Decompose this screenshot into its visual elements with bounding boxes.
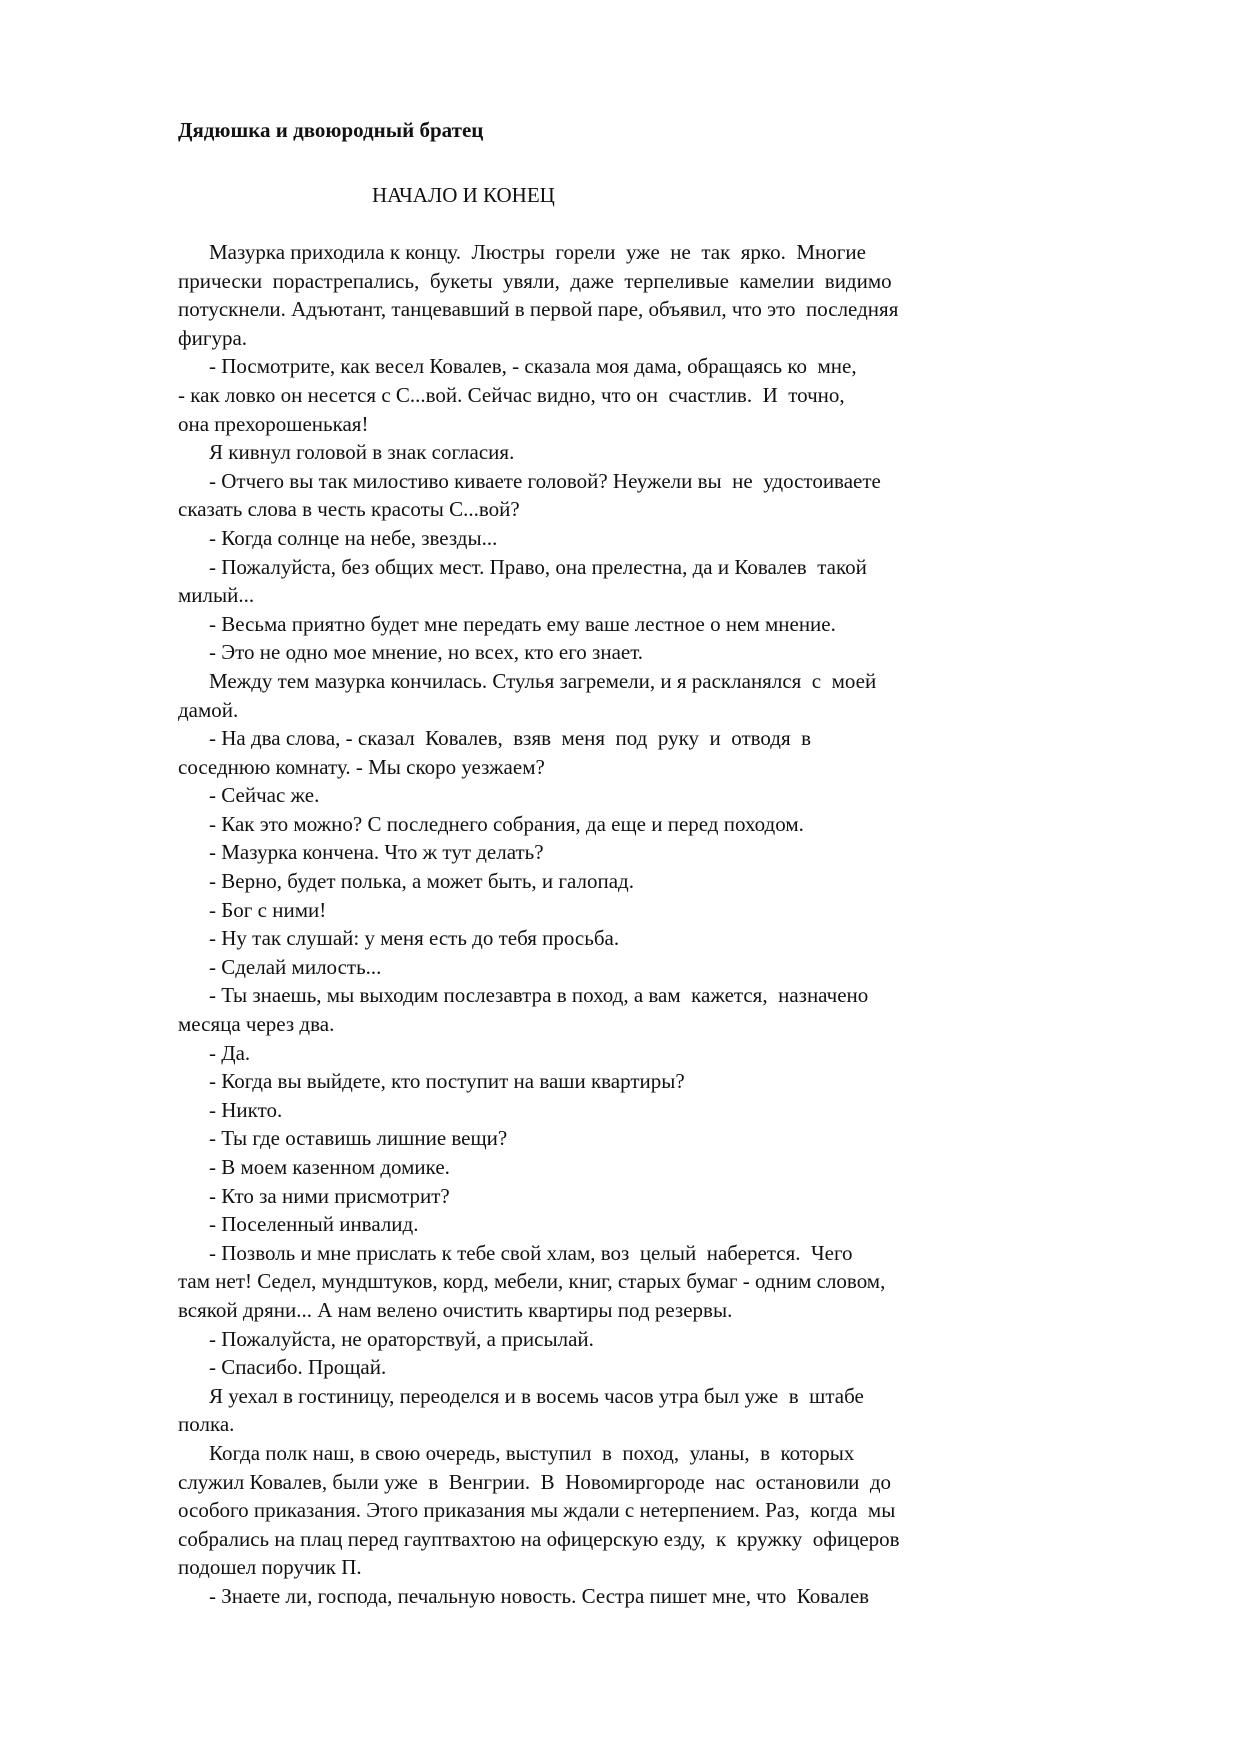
- text-line: - Когда вы выйдете, кто поступит на ваши квартиры?: [209, 1069, 685, 1094]
- text-line: - Никто.: [209, 1097, 283, 1122]
- text-line: соседнюю комнату. - Мы скоро уезжаем?: [178, 754, 545, 779]
- text-line: прически порастрепались, букеты увяли, даже терпеливые камелии видимо: [178, 268, 892, 293]
- text-line: - Спасибо. Прощай.: [209, 1355, 387, 1380]
- text-line: - Посмотрите, как весел Ковалев, - сказала моя дама, обращаясь ко мне,: [209, 354, 857, 379]
- text-line: - В моем казенном домике.: [209, 1155, 450, 1179]
- text-line: там нет! Седел, мундштуков, корд, мебели, книг, старых бумаг - одним словом,: [178, 1269, 886, 1294]
- text-line: особого приказания. Этого приказания мы ждали с нетерпением. Раз, когда мы: [178, 1498, 896, 1523]
- text-line: - Ну так слушай: у меня есть до тебя просьба.: [209, 926, 620, 951]
- text-line: Мазурка приходила к концу. Люстры горели уже не так ярко. Многие: [209, 240, 866, 264]
- text-line: потускнели. Адъютант, танцевавший в первой паре, объявил, что это последняя: [178, 297, 899, 322]
- text-line: Когда полк наш, в свою очередь, выступил в поход, уланы, в которых: [209, 1440, 855, 1465]
- text-line: - Сейчас же.: [209, 783, 320, 808]
- text-line: - Ты где оставишь лишние вещи?: [209, 1126, 508, 1151]
- text-line: - Пожалуйста, без общих мест. Право, она прелестна, да и Ковалев такой: [209, 554, 867, 579]
- text-line: - Поселенный инвалид.: [209, 1212, 419, 1237]
- text-line: - Весьма приятно будет мне передать ему ваше лестное о нем мнение.: [209, 611, 836, 636]
- text-body: [178, 238, 1078, 1611]
- text-line: милый...: [178, 583, 255, 608]
- text-line: - Кто за ними присмотрит?: [209, 1183, 450, 1208]
- text-line: - Когда солнце на небе, звезды...: [209, 525, 498, 550]
- text-line: фигура.: [178, 325, 248, 350]
- text-line: - Пожалуйста, не ораторствуй, а присылай.: [209, 1326, 594, 1351]
- text-line: - Отчего вы так милостиво киваете головой? Неужели вы не удостоиваете: [209, 468, 881, 493]
- text-line: - Сделай милость...: [209, 954, 382, 979]
- text-line: - Это не одно мое мнение, но всех, кто его знает.: [209, 640, 644, 665]
- text-line: служил Ковалев, были уже в Венгрии. В Новомиргороде нас остановили до: [178, 1469, 892, 1494]
- text-line: - Да.: [209, 1040, 251, 1065]
- text-line: - Позволь и мне прислать к тебе свой хлам, воз целый наберется. Чего: [209, 1240, 853, 1265]
- text-line: полка.: [178, 1412, 235, 1437]
- text-line: всякой дряни... А нам велено очистить квартиры под резервы.: [178, 1297, 733, 1322]
- text-line: - как ловко он несется с С...вой. Сейчас видно, что он счастлив. И точно,: [178, 382, 845, 407]
- chapter-title: НАЧАЛО И КОНЕЦ: [372, 183, 555, 207]
- text-line: - Бог с ними!: [209, 897, 327, 922]
- text-line: - Верно, будет полька, а может быть, и галопад.: [209, 869, 634, 894]
- document-title: Дядюшка и двоюродный братец: [178, 118, 484, 142]
- text-line: Между тем мазурка кончилась. Стулья загремели, и я раскланялся с моей: [209, 668, 877, 693]
- text-line: подошел поручик П.: [178, 1555, 362, 1580]
- text-line: Я кивнул головой в знак согласия.: [209, 440, 515, 465]
- text-line: - На два слова, - сказал Ковалев, взяв меня под руку и отводя в: [209, 726, 812, 751]
- text-line: сказать слова в честь красоты С...вой?: [178, 497, 520, 522]
- text-line: она прехорошенькая!: [178, 411, 369, 436]
- text-line: дамой.: [178, 697, 239, 722]
- document-page: [178, 116, 1078, 1611]
- text-line: - Мазурка кончена. Что ж тут делать?: [209, 840, 544, 865]
- text-line: собрались на плац перед гауптвахтою на офицерскую езду, к кружку офицеров: [178, 1526, 900, 1551]
- text-line: - Ты знаешь, мы выходим послезавтра в поход, а вам кажется, назначено: [209, 983, 869, 1008]
- text-line: - Как это можно? С последнего собрания, да еще и перед походом.: [209, 811, 804, 836]
- text-line: - Знаете ли, господа, печальную новость. Сестра пишет мне, что Ковалев: [209, 1583, 870, 1608]
- text-line: месяца через два.: [178, 1012, 335, 1037]
- text-line: Я уехал в гостиницу, переоделся и в восемь часов утра был уже в штабе: [209, 1383, 864, 1408]
